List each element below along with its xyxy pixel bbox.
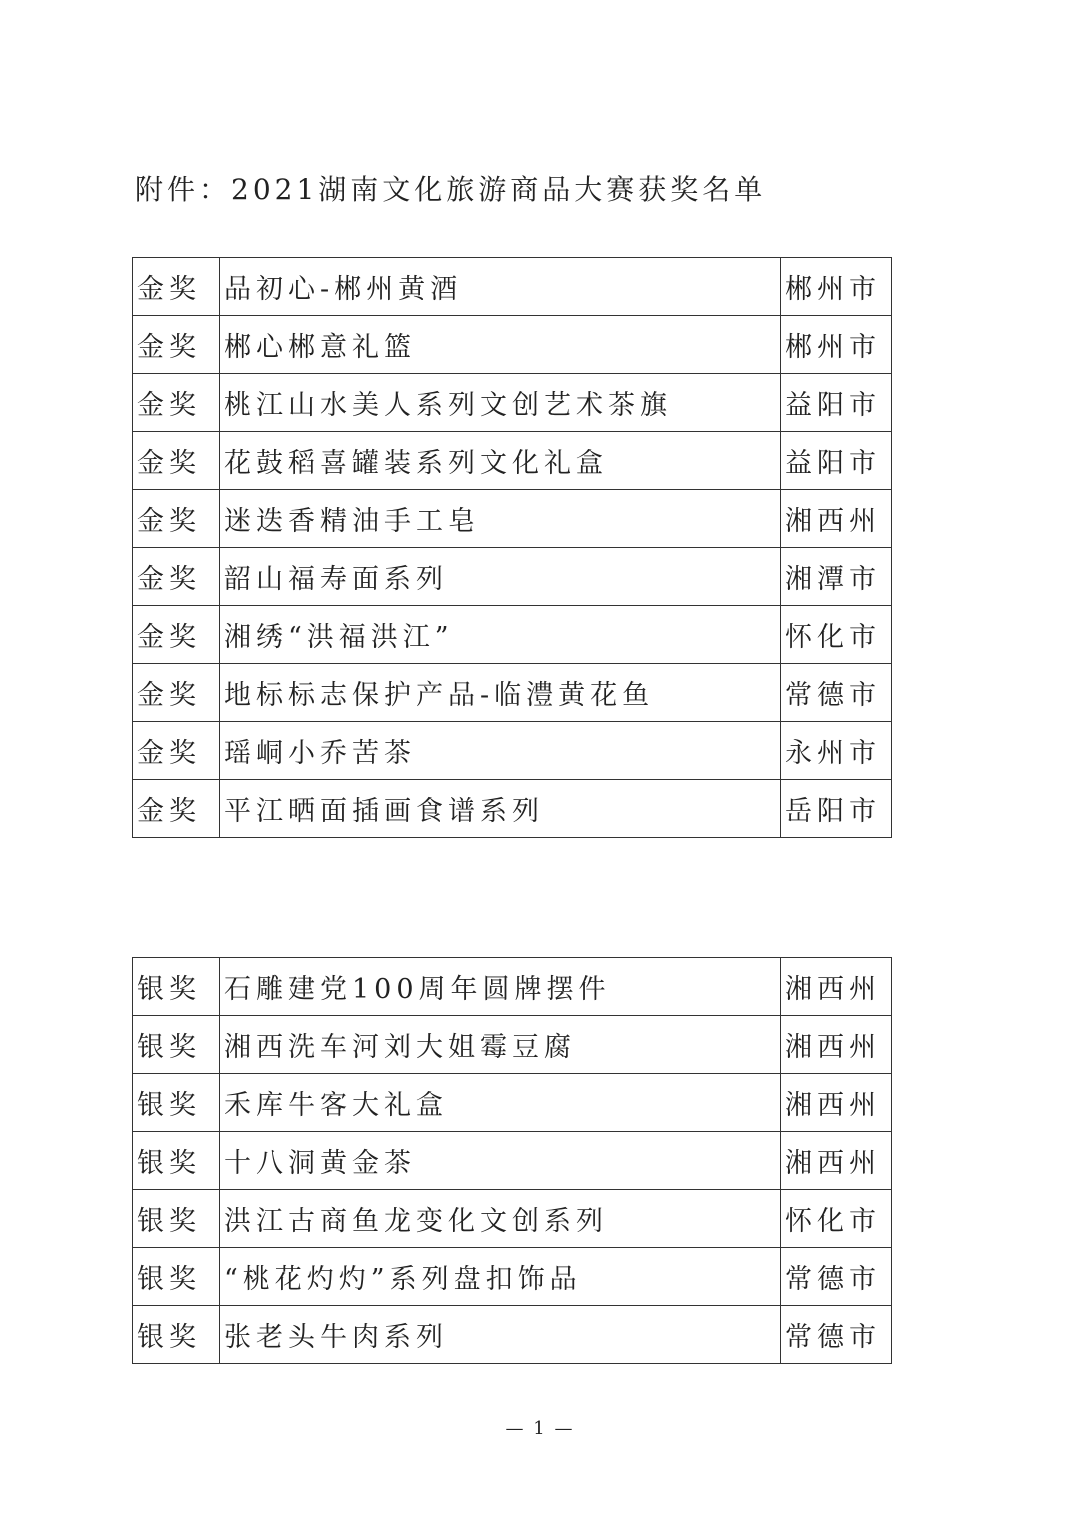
product-name-cell: 迷迭香精油手工皂	[220, 490, 781, 548]
city-cell: 湘西州	[781, 1132, 892, 1190]
city-cell: 湘西州	[781, 1074, 892, 1132]
city-cell: 郴州市	[781, 316, 892, 374]
product-name-cell: 韶山福寿面系列	[220, 548, 781, 606]
city-cell: 益阳市	[781, 374, 892, 432]
table-row	[133, 722, 892, 780]
product-name-cell: 品初心-郴州黄酒	[220, 258, 781, 316]
table-row	[133, 1132, 892, 1190]
document-title: 附件：2021湖南文化旅游商品大赛获奖名单	[135, 173, 767, 206]
table-row	[133, 1016, 892, 1074]
award-cell: 金奖	[133, 316, 220, 374]
city-cell: 湘西州	[781, 490, 892, 548]
product-name-cell: 花鼓稻喜罐装系列文化礼盒	[220, 432, 781, 490]
table-row	[133, 316, 892, 374]
award-cell: 银奖	[133, 1190, 220, 1248]
table-row	[133, 958, 892, 1016]
award-cell: 金奖	[133, 606, 220, 664]
award-cell: 金奖	[133, 664, 220, 722]
table-row	[133, 432, 892, 490]
product-name-cell: 桃江山水美人系列文创艺术茶旗	[220, 374, 781, 432]
city-cell: 益阳市	[781, 432, 892, 490]
product-name-cell: 地标标志保护产品-临澧黄花鱼	[220, 664, 781, 722]
city-cell: 湘西州	[781, 1016, 892, 1074]
award-cell: 银奖	[133, 1016, 220, 1074]
award-cell: 银奖	[133, 1074, 220, 1132]
city-cell: 常德市	[781, 1306, 892, 1364]
table-row	[133, 258, 892, 316]
product-name-cell: 平江晒面插画食谱系列	[220, 780, 781, 838]
table-row	[133, 664, 892, 722]
page-number: — 1 —	[505, 1418, 575, 1439]
city-cell: 郴州市	[781, 258, 892, 316]
product-name-cell: “桃花灼灼”系列盘扣饰品	[220, 1248, 781, 1306]
award-cell: 金奖	[133, 432, 220, 490]
table-row	[133, 1190, 892, 1248]
product-name-cell: 张老头牛肉系列	[220, 1306, 781, 1364]
product-name-cell: 瑶峒小乔苦茶	[220, 722, 781, 780]
product-name-cell: 石雕建党100周年圆牌摆件	[220, 958, 781, 1016]
table-row	[133, 374, 892, 432]
product-name-cell: 郴心郴意礼篮	[220, 316, 781, 374]
table-row	[133, 780, 892, 838]
product-name-cell: 湘绣“洪福洪江”	[220, 606, 781, 664]
city-cell: 岳阳市	[781, 780, 892, 838]
award-cell: 银奖	[133, 1306, 220, 1364]
award-cell: 金奖	[133, 780, 220, 838]
table-row	[133, 606, 892, 664]
award-cell: 金奖	[133, 548, 220, 606]
award-cell: 银奖	[133, 958, 220, 1016]
product-name-cell: 禾库牛客大礼盒	[220, 1074, 781, 1132]
city-cell: 怀化市	[781, 1190, 892, 1248]
city-cell: 常德市	[781, 1248, 892, 1306]
award-cell: 金奖	[133, 490, 220, 548]
city-cell: 怀化市	[781, 606, 892, 664]
table-row	[133, 1074, 892, 1132]
table-row	[133, 1248, 892, 1306]
silver-award-table	[132, 957, 892, 1364]
award-cell: 银奖	[133, 1248, 220, 1306]
city-cell: 湘西州	[781, 958, 892, 1016]
product-name-cell: 十八洞黄金茶	[220, 1132, 781, 1190]
award-cell: 金奖	[133, 374, 220, 432]
table-row	[133, 490, 892, 548]
award-cell: 金奖	[133, 722, 220, 780]
city-cell: 永州市	[781, 722, 892, 780]
gold-award-table	[132, 257, 892, 838]
table-row	[133, 1306, 892, 1364]
city-cell: 湘潭市	[781, 548, 892, 606]
city-cell: 常德市	[781, 664, 892, 722]
award-cell: 金奖	[133, 258, 220, 316]
table-row	[133, 548, 892, 606]
product-name-cell: 湘西洗车河刘大姐霉豆腐	[220, 1016, 781, 1074]
award-cell: 银奖	[133, 1132, 220, 1190]
product-name-cell: 洪江古商鱼龙变化文创系列	[220, 1190, 781, 1248]
